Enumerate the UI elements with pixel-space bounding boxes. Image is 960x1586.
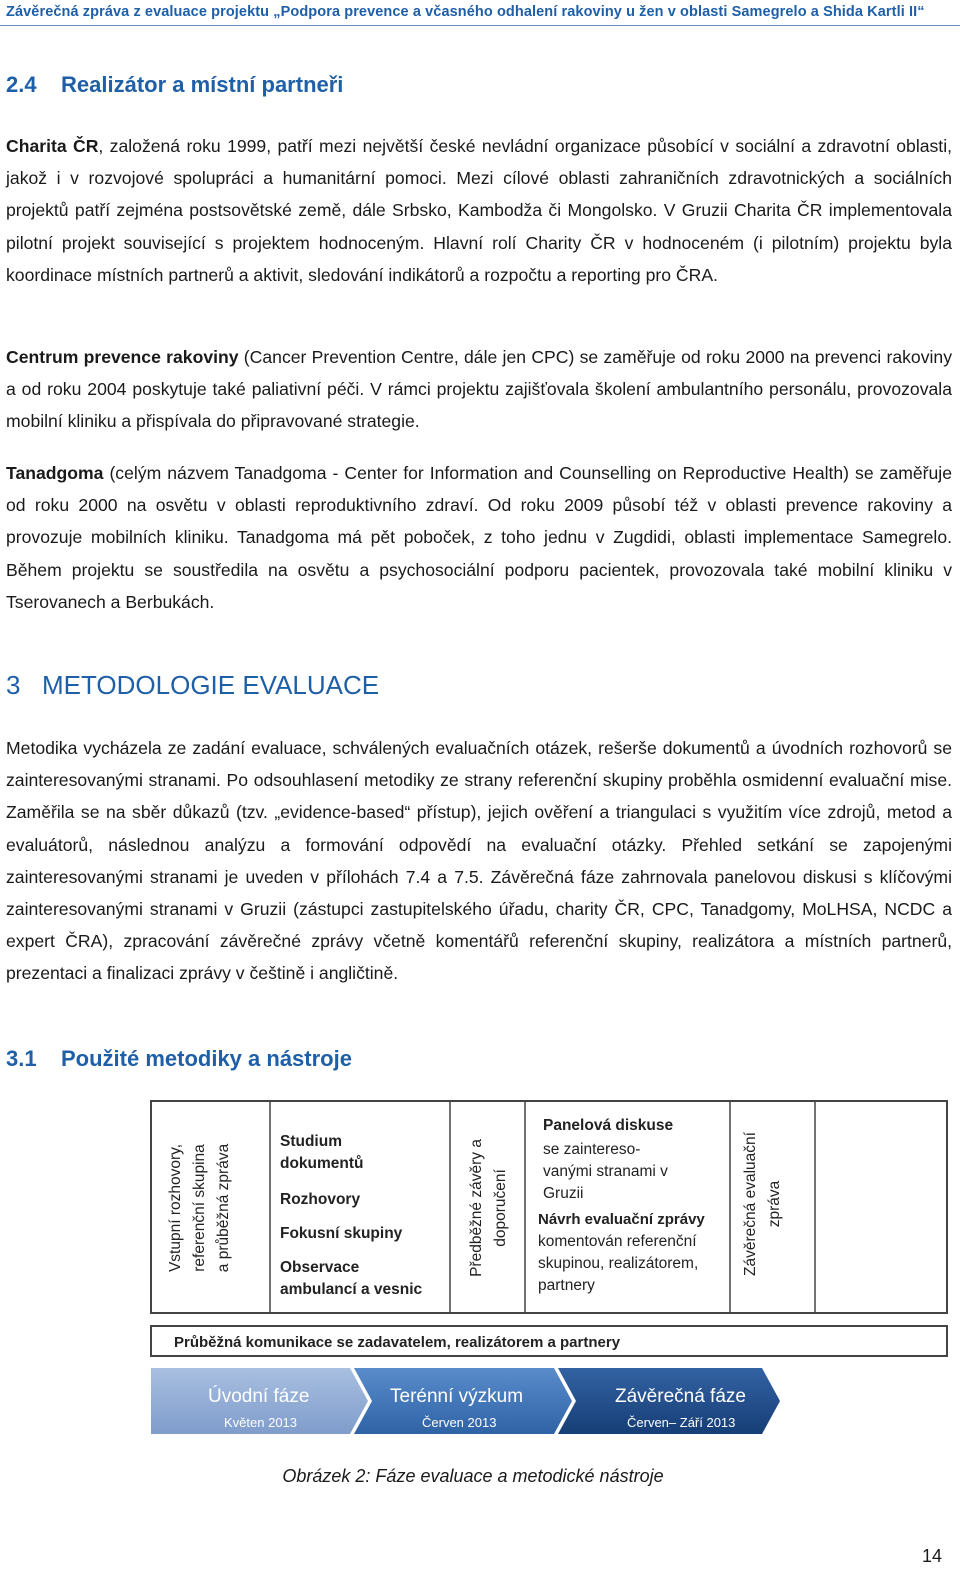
col5-line-2: zpráva — [766, 1180, 783, 1228]
page-number: 14 — [921, 1546, 942, 1566]
org-name-tanadgoma: Tanadgoma — [6, 463, 104, 483]
figure-caption: Obrázek 2: Fáze evaluace a metodické nástroje — [282, 1466, 664, 1486]
section-number: 3 — [6, 670, 21, 700]
phase-terenni-date: Červen 2013 — [422, 1415, 497, 1430]
method-rozhovory: Rozhovory — [280, 1191, 361, 1208]
method-dokumentu: dokumentů — [280, 1155, 364, 1172]
evaluation-phases-figure — [150, 1100, 960, 1470]
section-3-1-heading — [6, 1046, 352, 1072]
paragraph-text: (Cancer Prevention Centre, dále jen CPC) se zaměřuje od roku 2000 na prevenci rakoviny a od roku 2004 poskytuje také paliativní péči. V rámci projektu zajišťovala školení ambulantního personálu, provozovala mobilní kliniku a přispívala do připravované strategie. — [6, 347, 952, 432]
phase-uvodni-name: Úvodní fáze — [208, 1386, 310, 1407]
report-draft-title: Návrh evaluační zprávy — [538, 1211, 705, 1228]
method-ambulanci: ambulancí a vesnic — [280, 1281, 423, 1298]
method-observace: Observace — [280, 1259, 360, 1276]
phase-zaverecna-name: Závěrečná fáze — [615, 1386, 746, 1407]
col1-line-3: a průběžná zpráva — [215, 1143, 232, 1273]
col1-line-1: Vstupní rozhovory, — [167, 1143, 184, 1273]
report-draft-line: partnery — [538, 1277, 595, 1294]
paragraph-text: , založená roku 1999, patří mezi největší české nevládní organizace působící v sociální a zdravotní oblasti, jakož i v rozvojové spolupráci a humanitární pomoci. Mezi cílové oblasti zahraničních zdravotnických a sociálních projektů patří zejména postsovětské země, dále Srbsko, Kambodža či Mongolsko. V Gruzii Charita ČR implementovala pilotní projekt související s projektem hodnoceným. Hlavní rolí Charity ČR v hodnoceném (i pilotním) projektu byla koordinace místních partnerů a aktivit, sledování indikátorů a rozpočtu a reporting pro ČRA. — [6, 136, 952, 285]
section-3-heading — [6, 670, 379, 701]
paragraph-methodology: Metodika vycházela ze zadání evaluace, schválených evaluačních otázek, rešerše dokumentů a úvodních rozhovorů se zainteresovanými stranami. Po odsouhlasení metodiky ze strany referenční skupiny proběhla osmidenní evaluační mise. Zaměřila se na sběr důkazů (tzv. „evidence-based“ přístup), jejich ověření a triangulaci s využitím více zdrojů, metod a evaluátorů, následnou analýzu a formování odpovědí na evaluační otázky. Přehled setkání se zapojenými zainteresovanými stranami je uveden v přílohách 7.4 a 7.5. Závěrečná fáze zahrnovala panelovou diskusi s klíčovými zainteresovanými stranami v Gruzii (zástupci zastupitelského úřadu, charity ČR, CPC, Tanadgomy, MoLHSA, NCDC a expert ČRA), zpracování závěrečné zprávy včetně komentářů referenční skupiny, realizátora a místních partnerů, prezentaci a finalizaci zprávy v češtině i angličtině. — [6, 738, 952, 984]
org-name-charita: Charita ČR — [6, 136, 99, 156]
paragraph-charita — [6, 130, 952, 291]
section-title: Použité metodiky a nástroje — [61, 1046, 352, 1071]
report-draft-line: skupinou, realizátorem, — [538, 1255, 699, 1272]
org-name-cpc: Centrum prevence rakoviny — [6, 347, 239, 367]
section-number: 3.1 — [6, 1046, 37, 1071]
method-fokusni: Fokusní skupiny — [280, 1225, 403, 1242]
phase-terenni-name: Terénní výzkum — [390, 1386, 524, 1407]
paragraph-text: (celým názvem Tanadgoma - Center for Information and Counselling on Reproductive Health) se zaměřuje od roku 2000 na osvětu v oblasti reproduktivního zdraví. Od roku 2009 působí též v oblasti prevence rakoviny a provozuje mobilních kliniku. Tanadgoma má pět poboček, z toho jednu v Zugdidi, oblasti implementace Samegrelo. Během projektu se soustředila na osvětu a psychosociální podporu pacientek, provozovala také mobilní kliniku v Tserovanech a Berbukách. — [6, 463, 952, 612]
section-title: Realizátor a místní partneři — [61, 72, 344, 97]
section-2-4-heading — [6, 72, 343, 98]
col3-line-1: Předběžné závěry a — [468, 1139, 485, 1277]
panel-discussion-title: Panelová diskuse — [543, 1117, 674, 1134]
report-draft-line: komentován referenční — [538, 1233, 697, 1250]
method-studium: Studium — [280, 1133, 342, 1150]
section-title: METODOLOGIE EVALUACE — [42, 670, 380, 700]
paragraph-tanadgoma — [6, 457, 952, 618]
panel-discussion-line: se zaintereso- — [543, 1141, 641, 1158]
col3-line-2: doporučení — [492, 1169, 509, 1247]
panel-discussion-line: vanými stranami v — [543, 1163, 668, 1180]
phase-zaverecna-date: Červen– Září 2013 — [627, 1415, 736, 1430]
running-header: Závěrečná zpráva z evaluace projektu „Podpora prevence a včasného odhalení rakoviny u žen v oblasti Samegrelo a Shida Kartli II“ — [6, 4, 925, 20]
header-rule — [0, 25, 960, 26]
section-number: 2.4 — [6, 72, 37, 97]
col1-line-2: referenční skupina — [191, 1144, 208, 1272]
communication-bar-label: Průběžná komunikace se zadavatelem, realizátorem a partnery — [174, 1334, 621, 1351]
phase-uvodni-date: Květen 2013 — [224, 1415, 298, 1430]
paragraph-cpc — [6, 341, 952, 438]
col5-line-1: Závěrečná evaluační — [742, 1132, 759, 1276]
panel-discussion-line: Gruzii — [543, 1185, 584, 1202]
